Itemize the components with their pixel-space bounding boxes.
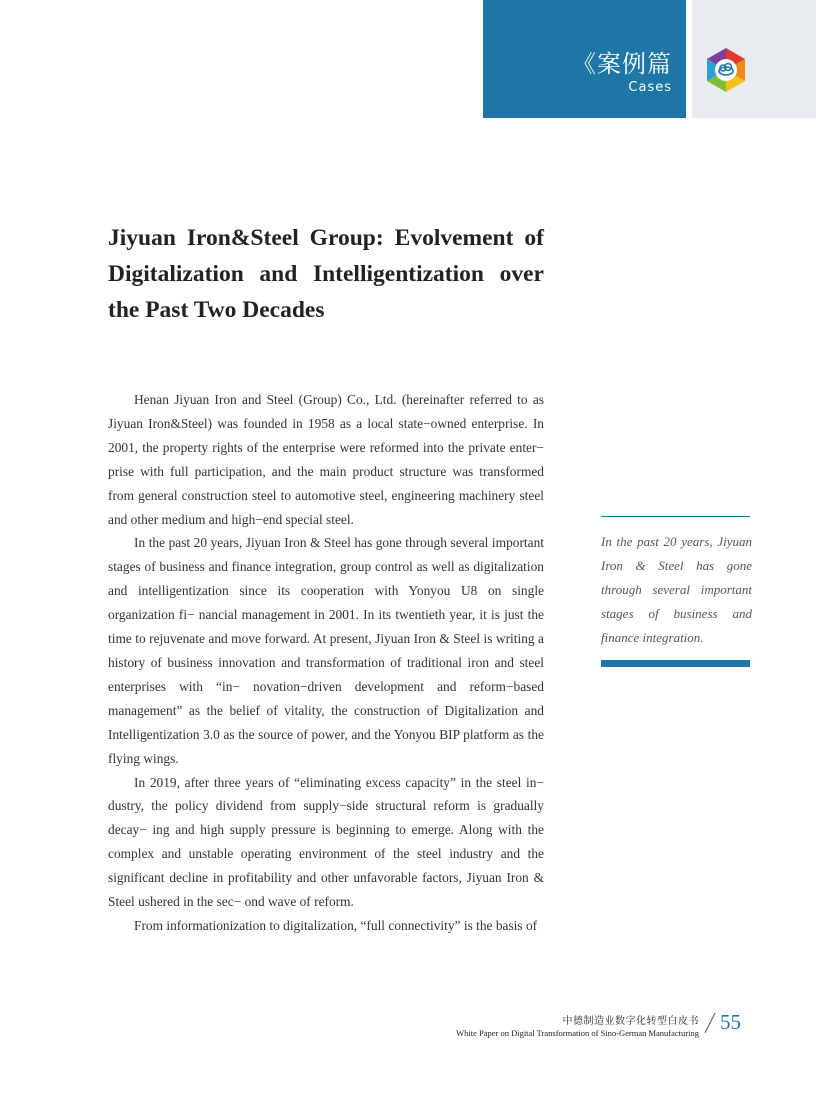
body-paragraph: In 2019, after three years of “eliminating excess capacity” in the steel in− dustry, the policy dividend from supply−side structural reform is gradually decay− ing and high supply pressure is beginning to emerge. Along with the complex and unstable operating environment of the steel industry and the significant decline in profitability and other unfavorable factors, Jiyuan Iron & Steel ushered in the sec− ond wave of reform. — [108, 774, 544, 910]
hexagon-cloud-logo-icon — [702, 46, 750, 94]
pull-quote: In the past 20 years, Jiyuan Iron & Steel has gone through several important stages of business and finance integration. — [601, 534, 752, 645]
pull-quote-rule — [601, 516, 750, 517]
section-title-cn: 《案例篇 — [572, 50, 672, 78]
footer-book-title — [456, 1012, 699, 1038]
page-number: 55 — [720, 1010, 741, 1034]
footer-divider — [704, 1012, 716, 1034]
footer-title-cn: 中德制造业数字化转型白皮书 — [562, 1016, 699, 1027]
section-title-en: Cases — [628, 80, 672, 95]
footer-title-en: White Paper on Digital Transformation of Sino-German Manufacturing — [456, 1028, 699, 1038]
body-paragraph: From informationization to digitalization, “full connectivity” is the basis of — [134, 917, 538, 933]
article-title: Jiyuan Iron&Steel Group: Evolvement of Digitalization and Intelligentization over the Past Two Decades — [108, 225, 544, 323]
pull-quote-bar — [601, 660, 750, 667]
article-body — [108, 388, 544, 938]
body-paragraph: In the past 20 years, Jiyuan Iron & Steel has gone through several important stages of business and finance integration, group control as well as digitalization and intelligentization since its cooperation with Yonyou U8 on single organization fi− nancial management in 2001. In its twentieth year, it is just the time to rejuvenate and move forward. At present, Jiyuan Iron & Steel is writing a history of business innovation and transformation of traditional iron and steel enterprises with “in− novation−driven development and reform−based management” as the belief of vitality, the construction of Digitalization and Intelligentization 3.0 as the source of power, and the Yonyou BIP platform as the flying wings. — [108, 535, 544, 766]
section-header — [483, 0, 686, 118]
body-paragraph: Henan Jiyuan Iron and Steel (Group) Co., Ltd. (hereinafter referred to as Jiyuan Iron&Steel) was founded in 1958 as a local state−owned enterprise. In 2001, the property rights of the enterprise were reformed into the private enter− prise with full participation, and the main product structure was transformed from general construction steel to automotive steel, engineering machinery steel and other medium and high−end special steel. — [108, 392, 544, 527]
